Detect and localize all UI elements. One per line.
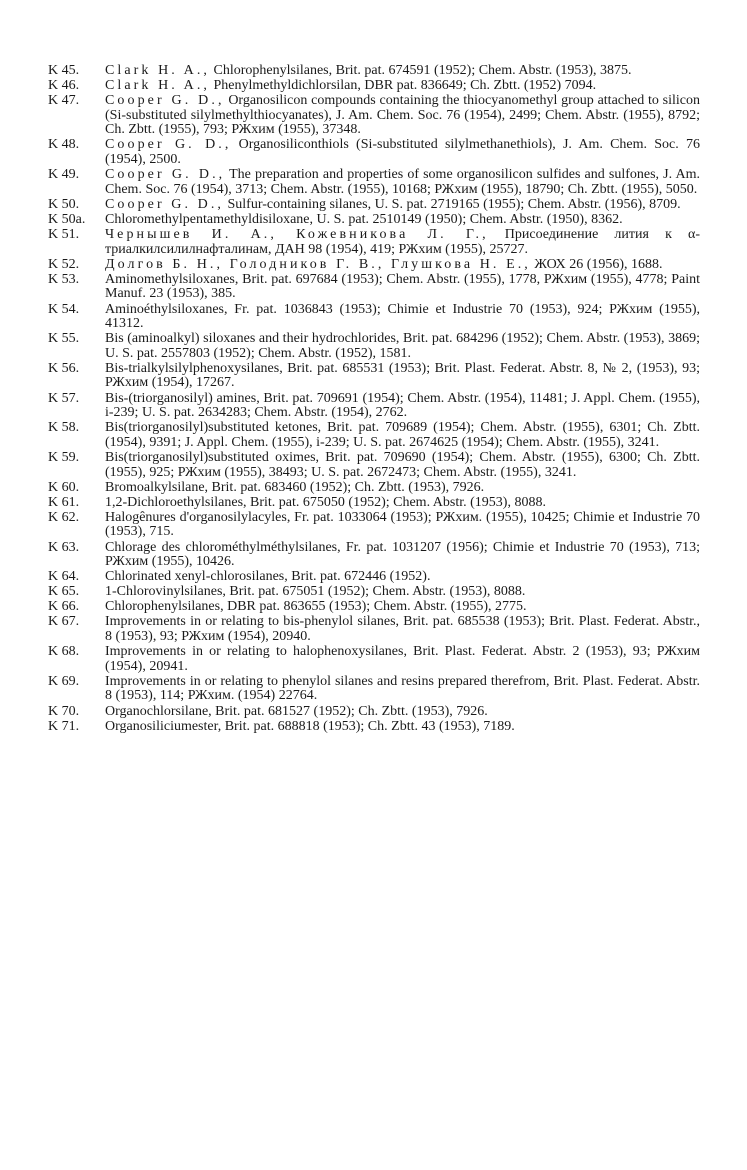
- reference-number: K 65.: [48, 584, 80, 600]
- reference-citation: Aminomethylsiloxanes, Brit. pat. 697684 (1953); Chem. Abstr. (1955), 1778, РЖхим (1955), 4778; Paint Manuf. 23 (1953), 385.: [105, 271, 700, 302]
- reference-citation: Improvements in or relating to bis-phenylol silanes, Brit. pat. 685538 (1953); Brit. Plast. Federat. Abstr., 8 (1953), 93; РЖхим (1954), 20940.: [105, 614, 700, 645]
- reference-text: [105, 705, 700, 720]
- reference-entry: [48, 615, 700, 644]
- reference-citation: Bis(triorganosilyl)substituted oximes, Brit. pat. 709690 (1954); Chem. Abstr. (1955), 6300; Ch. Zbtt. (1955), 925; РЖхим (1955), 38493; U. S. pat. 2672473; Chem. Abstr. (1955), 3241.: [105, 449, 700, 480]
- reference-number: K 51.: [48, 227, 80, 243]
- reference-entry: [48, 79, 700, 94]
- reference-citation: Chloromethylpentamethyldisiloxane, U. S. pat. 2510149 (1950); Chem. Abstr. (1950), 8362.: [105, 211, 623, 227]
- reference-citation: Chlorophenylsilanes, DBR pat. 863655 (1953); Chem. Abstr. (1955), 2775.: [105, 599, 527, 615]
- reference-citation: Organosiliciumester, Brit. pat. 688818 (1953); Ch. Zbtt. 43 (1953), 7189.: [105, 718, 515, 734]
- reference-text: [105, 496, 700, 511]
- reference-number: K 59.: [48, 449, 80, 465]
- reference-number: K 54.: [48, 301, 80, 317]
- reference-entry: [48, 228, 700, 257]
- reference-entry: [48, 198, 700, 213]
- reference-number: K 58.: [48, 420, 80, 436]
- reference-text: [105, 168, 700, 197]
- reference-number: K 62.: [48, 509, 80, 525]
- reference-author: Clark H. A.,: [105, 63, 211, 78]
- reference-number: K 46.: [48, 78, 80, 94]
- reference-author: Cooper G. D.,: [105, 196, 224, 212]
- reference-citation: Organochlorsilane, Brit. pat. 681527 (1952); Ch. Zbtt. (1953), 7926.: [105, 703, 488, 719]
- reference-entry: [48, 138, 700, 167]
- reference-entry: [48, 94, 700, 138]
- reference-number: K 63.: [48, 539, 80, 555]
- reference-number: K 61.: [48, 494, 80, 510]
- reference-entry: [48, 675, 700, 704]
- reference-text: [105, 451, 700, 480]
- reference-text: [105, 481, 700, 496]
- reference-citation: Chlorage des chlorométhylméthylsilanes, Fr. pat. 1031207 (1956); Chimie et Industrie 70 (1953), 713; РЖхим (1955), 10426.: [105, 539, 700, 570]
- reference-entry: [48, 585, 700, 600]
- reference-text: [105, 645, 700, 674]
- reference-number: K 64.: [48, 569, 80, 585]
- reference-author: Cooper G. D.,: [105, 93, 225, 109]
- reference-entry: [48, 511, 700, 540]
- reference-entry: [48, 213, 700, 228]
- reference-citation: Halogênures d'organosilylacyles, Fr. pat. 1033064 (1953); РЖхим. (1955), 10425; Chimie et Industrie 70 (1953), 715.: [105, 509, 700, 540]
- reference-text: [105, 303, 700, 332]
- reference-text: [105, 362, 700, 391]
- reference-entry: [48, 705, 700, 720]
- reference-citation: Bis-(triorganosilyl) amines, Brit. pat. 709691 (1954); Chem. Abstr. (1954), 11481; J. Appl. Chem. (1955), i-239; U. S. pat. 2634283; Chem. Abstr. (1954), 2762.: [105, 390, 700, 421]
- reference-number: K 66.: [48, 599, 80, 615]
- reference-author: Clark H. A.,: [105, 78, 211, 94]
- reference-entry: [48, 332, 700, 361]
- reference-entry: [48, 273, 700, 302]
- reference-author: Cooper G. D.,: [105, 137, 232, 153]
- reference-entry: [48, 421, 700, 450]
- reference-number: K 69.: [48, 673, 80, 689]
- reference-citation: Chlorinated xenyl-chlorosilanes, Brit. pat. 672446 (1952).: [105, 569, 431, 585]
- reference-number: K 45.: [48, 63, 80, 78]
- reference-citation: ЖОХ 26 (1956), 1688.: [530, 256, 663, 272]
- reference-entry: [48, 258, 700, 273]
- reference-entry: [48, 481, 700, 496]
- reference-text: [105, 94, 700, 138]
- reference-entry: [48, 541, 700, 570]
- reference-text: [105, 228, 700, 257]
- reference-citation: Присоединение лития к α-триалкилсилилнафталинам, ДАН 98 (1954), 419; РЖхим (1955), 25727.: [105, 227, 700, 257]
- reference-entry: [48, 392, 700, 421]
- reference-number: K 55.: [48, 331, 80, 347]
- reference-citation: Improvements in or relating to phenylol silanes and resins prepared therefrom, Brit. Plast. Federat. Abstr. 8 (1953), 114; РЖхим. (1954) 22764.: [105, 673, 700, 704]
- reference-entry: [48, 600, 700, 615]
- reference-entry: [48, 451, 700, 480]
- reference-text: [105, 138, 700, 167]
- reference-text: [105, 258, 700, 273]
- reference-number: K 53.: [48, 271, 80, 287]
- reference-entry: [48, 645, 700, 674]
- reference-citation: 1,2-Dichloroethylsilanes, Brit. pat. 675050 (1952); Chem. Abstr. (1953), 8088.: [105, 494, 546, 510]
- reference-number: K 67.: [48, 614, 80, 630]
- reference-text: [105, 64, 700, 79]
- reference-entry: [48, 362, 700, 391]
- reference-citation: Organosilicon compounds containing the thiocyanomethyl group attached to silicon (Si-substituted silylmethylthiocyanates), J. Am. Chem. Soc. 76 (1954), 2499; Chem. Abstr. (1955), 8792; Ch. Zbtt. (1955), 793; РЖхим (1955), 37348.: [105, 93, 700, 138]
- reference-entry: [48, 64, 700, 79]
- reference-text: [105, 675, 700, 704]
- reference-entry: [48, 168, 700, 197]
- reference-number: K 57.: [48, 390, 80, 406]
- reference-citation: Chlorophenylsilanes, Brit. pat. 674591 (1952); Chem. Abstr. (1953), 3875.: [210, 63, 632, 78]
- reference-number: K 48.: [48, 137, 80, 153]
- reference-text: [105, 600, 700, 615]
- reference-citation: 1-Chlorovinylsilanes, Brit. pat. 675051 (1952); Chem. Abstr. (1953), 8088.: [105, 584, 526, 600]
- reference-text: [105, 615, 700, 644]
- reference-list: [48, 64, 700, 735]
- reference-number: K 52.: [48, 256, 80, 272]
- reference-number: K 56.: [48, 360, 80, 376]
- reference-number: K 50a.: [48, 211, 86, 227]
- reference-number: K 70.: [48, 703, 80, 719]
- reference-citation: Organosiliconthiols (Si-substituted silylmethanethiols), J. Am. Chem. Soc. 76 (1954), 2500.: [105, 137, 700, 168]
- reference-text: [105, 79, 700, 94]
- reference-citation: Aminoéthylsiloxanes, Fr. pat. 1036843 (1953); Chimie et Industrie 70 (1953), 924; РЖхим (1955), 41312.: [105, 301, 700, 332]
- reference-author: Долгов Б. Н., Голодников Г. В., Глушкова Н. Е.,: [105, 256, 531, 272]
- reference-entry: [48, 496, 700, 511]
- reference-citation: Bis(triorganosilyl)substituted ketones, Brit. pat. 709689 (1954); Chem. Abstr. (1955), 6301; Ch. Zbtt. (1954), 9391; J. Appl. Chem. (1955), i-239; U. S. pat. 2674625 (1954); Chem. Abstr. (1955), 3241.: [105, 420, 700, 450]
- reference-entry: [48, 303, 700, 332]
- reference-number: K 50.: [48, 196, 80, 212]
- reference-text: [105, 541, 700, 570]
- reference-citation: The preparation and properties of some organosilicon sulfides and sulfones, J. Am. Chem. Soc. 76 (1954), 3713; Chem. Abstr. (1955), 10168; РЖхим (1955), 18790; Ch. Zbtt. (1955), 5050.: [105, 167, 700, 197]
- reference-text: [105, 273, 700, 302]
- reference-text: [105, 421, 700, 450]
- reference-number: K 60.: [48, 479, 80, 495]
- reference-number: K 68.: [48, 644, 80, 660]
- reference-entry: [48, 570, 700, 585]
- reference-author: Чернышев И. А., Кожевникова Л. Г.,: [105, 227, 489, 243]
- reference-citation: Phenylmethyldichlorsilan, DBR pat. 836649; Ch. Zbtt. (1952) 7094.: [210, 78, 597, 94]
- reference-number: K 47.: [48, 93, 80, 109]
- reference-author: Cooper G. D.,: [105, 167, 226, 183]
- reference-citation: Improvements in or relating to halophenoxysilanes, Brit. Plast. Federat. Abstr. 2 (1953), 93; РЖхим (1954), 20941.: [105, 644, 700, 674]
- reference-citation: Bromoalkylsilane, Brit. pat. 683460 (1952); Ch. Zbtt. (1953), 7926.: [105, 479, 485, 495]
- reference-text: [105, 570, 700, 585]
- reference-text: [105, 392, 700, 421]
- reference-text: [105, 720, 700, 735]
- reference-text: [105, 511, 700, 540]
- reference-number: K 49.: [48, 167, 80, 183]
- reference-citation: Bis-trialkylsilylphenoxysilanes, Brit. pat. 685531 (1953); Brit. Plast. Federat. Abstr. 8, № 2, (1953), 93; РЖхим (1954), 17267.: [105, 360, 700, 391]
- reference-text: [105, 585, 700, 600]
- reference-number: K 71.: [48, 718, 80, 734]
- reference-text: [105, 332, 700, 361]
- reference-citation: Sulfur-containing silanes, U. S. pat. 2719165 (1955); Chem. Abstr. (1956), 8709.: [223, 196, 681, 212]
- reference-text: [105, 213, 700, 228]
- reference-text: [105, 198, 700, 213]
- reference-citation: Bis (aminoalkyl) siloxanes and their hydrochlorides, Brit. pat. 684296 (1952); Chem. Abstr. (1953), 3869; U. S. pat. 2557803 (1952); Chem. Abstr. (1952), 1581.: [105, 331, 700, 361]
- reference-entry: [48, 720, 700, 735]
